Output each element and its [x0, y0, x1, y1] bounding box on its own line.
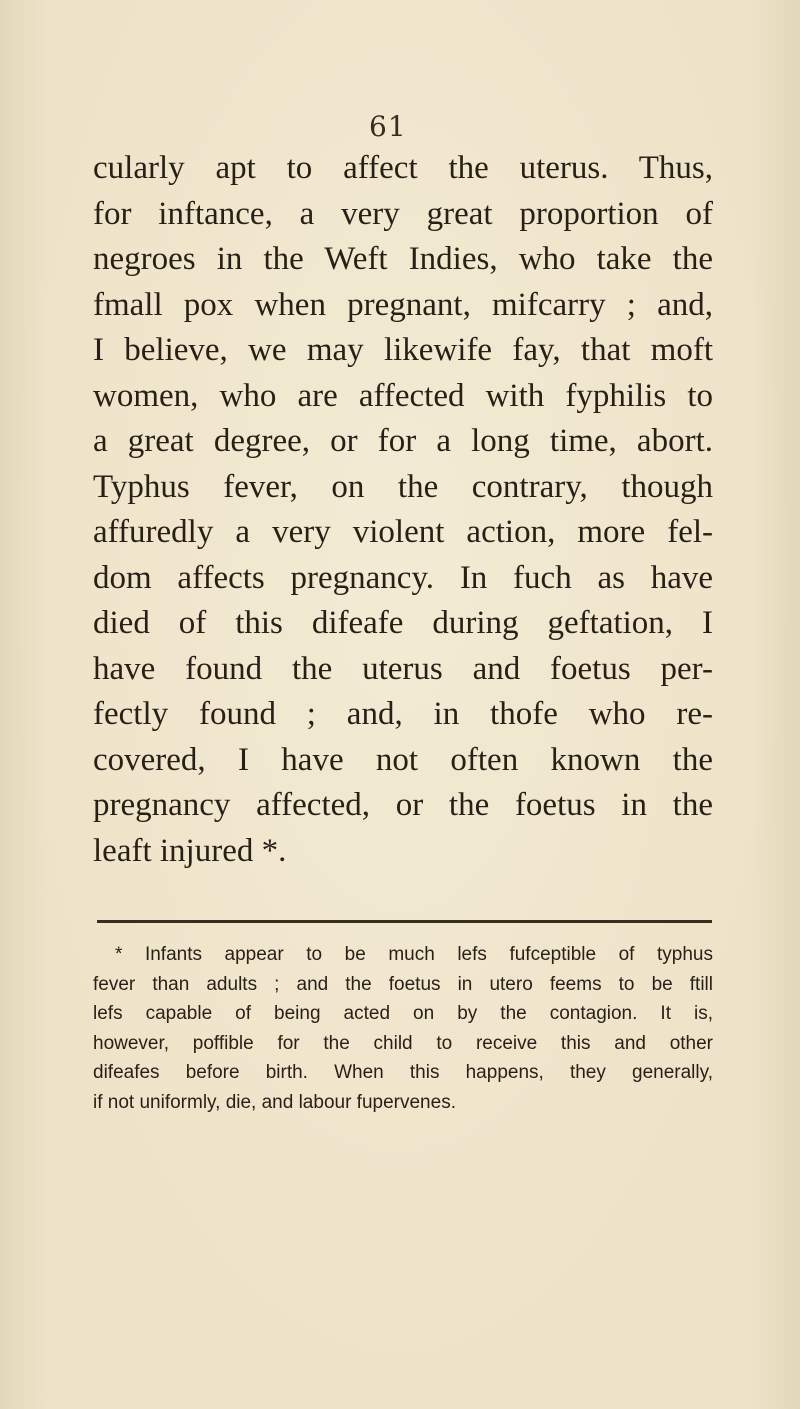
page-number: 61 [369, 110, 407, 143]
body-line: Typhus fever, on the contrary, though [93, 468, 713, 505]
body-line: covered, I have not often known the [93, 741, 713, 778]
body-line: fmall pox when pregnant, mifcarry ; and, [93, 286, 713, 323]
body-line: dom affects pregnancy. In fuch as have [93, 559, 713, 596]
body-text [93, 146, 713, 874]
body-line: women, who are affected with fyphilis to [93, 377, 713, 414]
body-line: a great degree, or for a long time, abort. [93, 423, 713, 459]
body-line: have found the uterus and foetus per- [93, 650, 713, 687]
body-line: affuredly a very violent action, more fel- [93, 514, 713, 550]
footnote-line: * Infants appear to be much lefs fufceptible of typhus [115, 944, 713, 965]
body-line: cularly apt to affect the uterus. Thus, [93, 150, 713, 186]
body-line: fectly found ; and, in thofe who re- [93, 696, 713, 732]
footnote-line: fever than adults ; and the foetus in utero feems to be ftill [93, 973, 713, 995]
footnote-line: if not uniformly, die, and labour fupervenes. [93, 1091, 456, 1113]
footnote-line: lefs capable of being acted on by the contagion. It is, [93, 1003, 713, 1024]
footnote-line: difeafes before birth. When this happens, they generally, [93, 1062, 713, 1083]
body-line: negroes in the Weft Indies, who take the [93, 241, 713, 277]
body-line: I believe, we may likewife fay, that moft [93, 332, 713, 368]
body-line: leaft injured *. [93, 832, 287, 869]
body-line: for inftance, a very great proportion of [93, 195, 713, 232]
footnote-divider [97, 920, 712, 923]
footnote [93, 940, 713, 1117]
body-line: pregnancy affected, or the foetus in the [93, 787, 713, 823]
footnote-line: however, poffible for the child to receive this and other [93, 1032, 713, 1054]
body-line: died of this difeafe during geftation, I [93, 605, 713, 641]
